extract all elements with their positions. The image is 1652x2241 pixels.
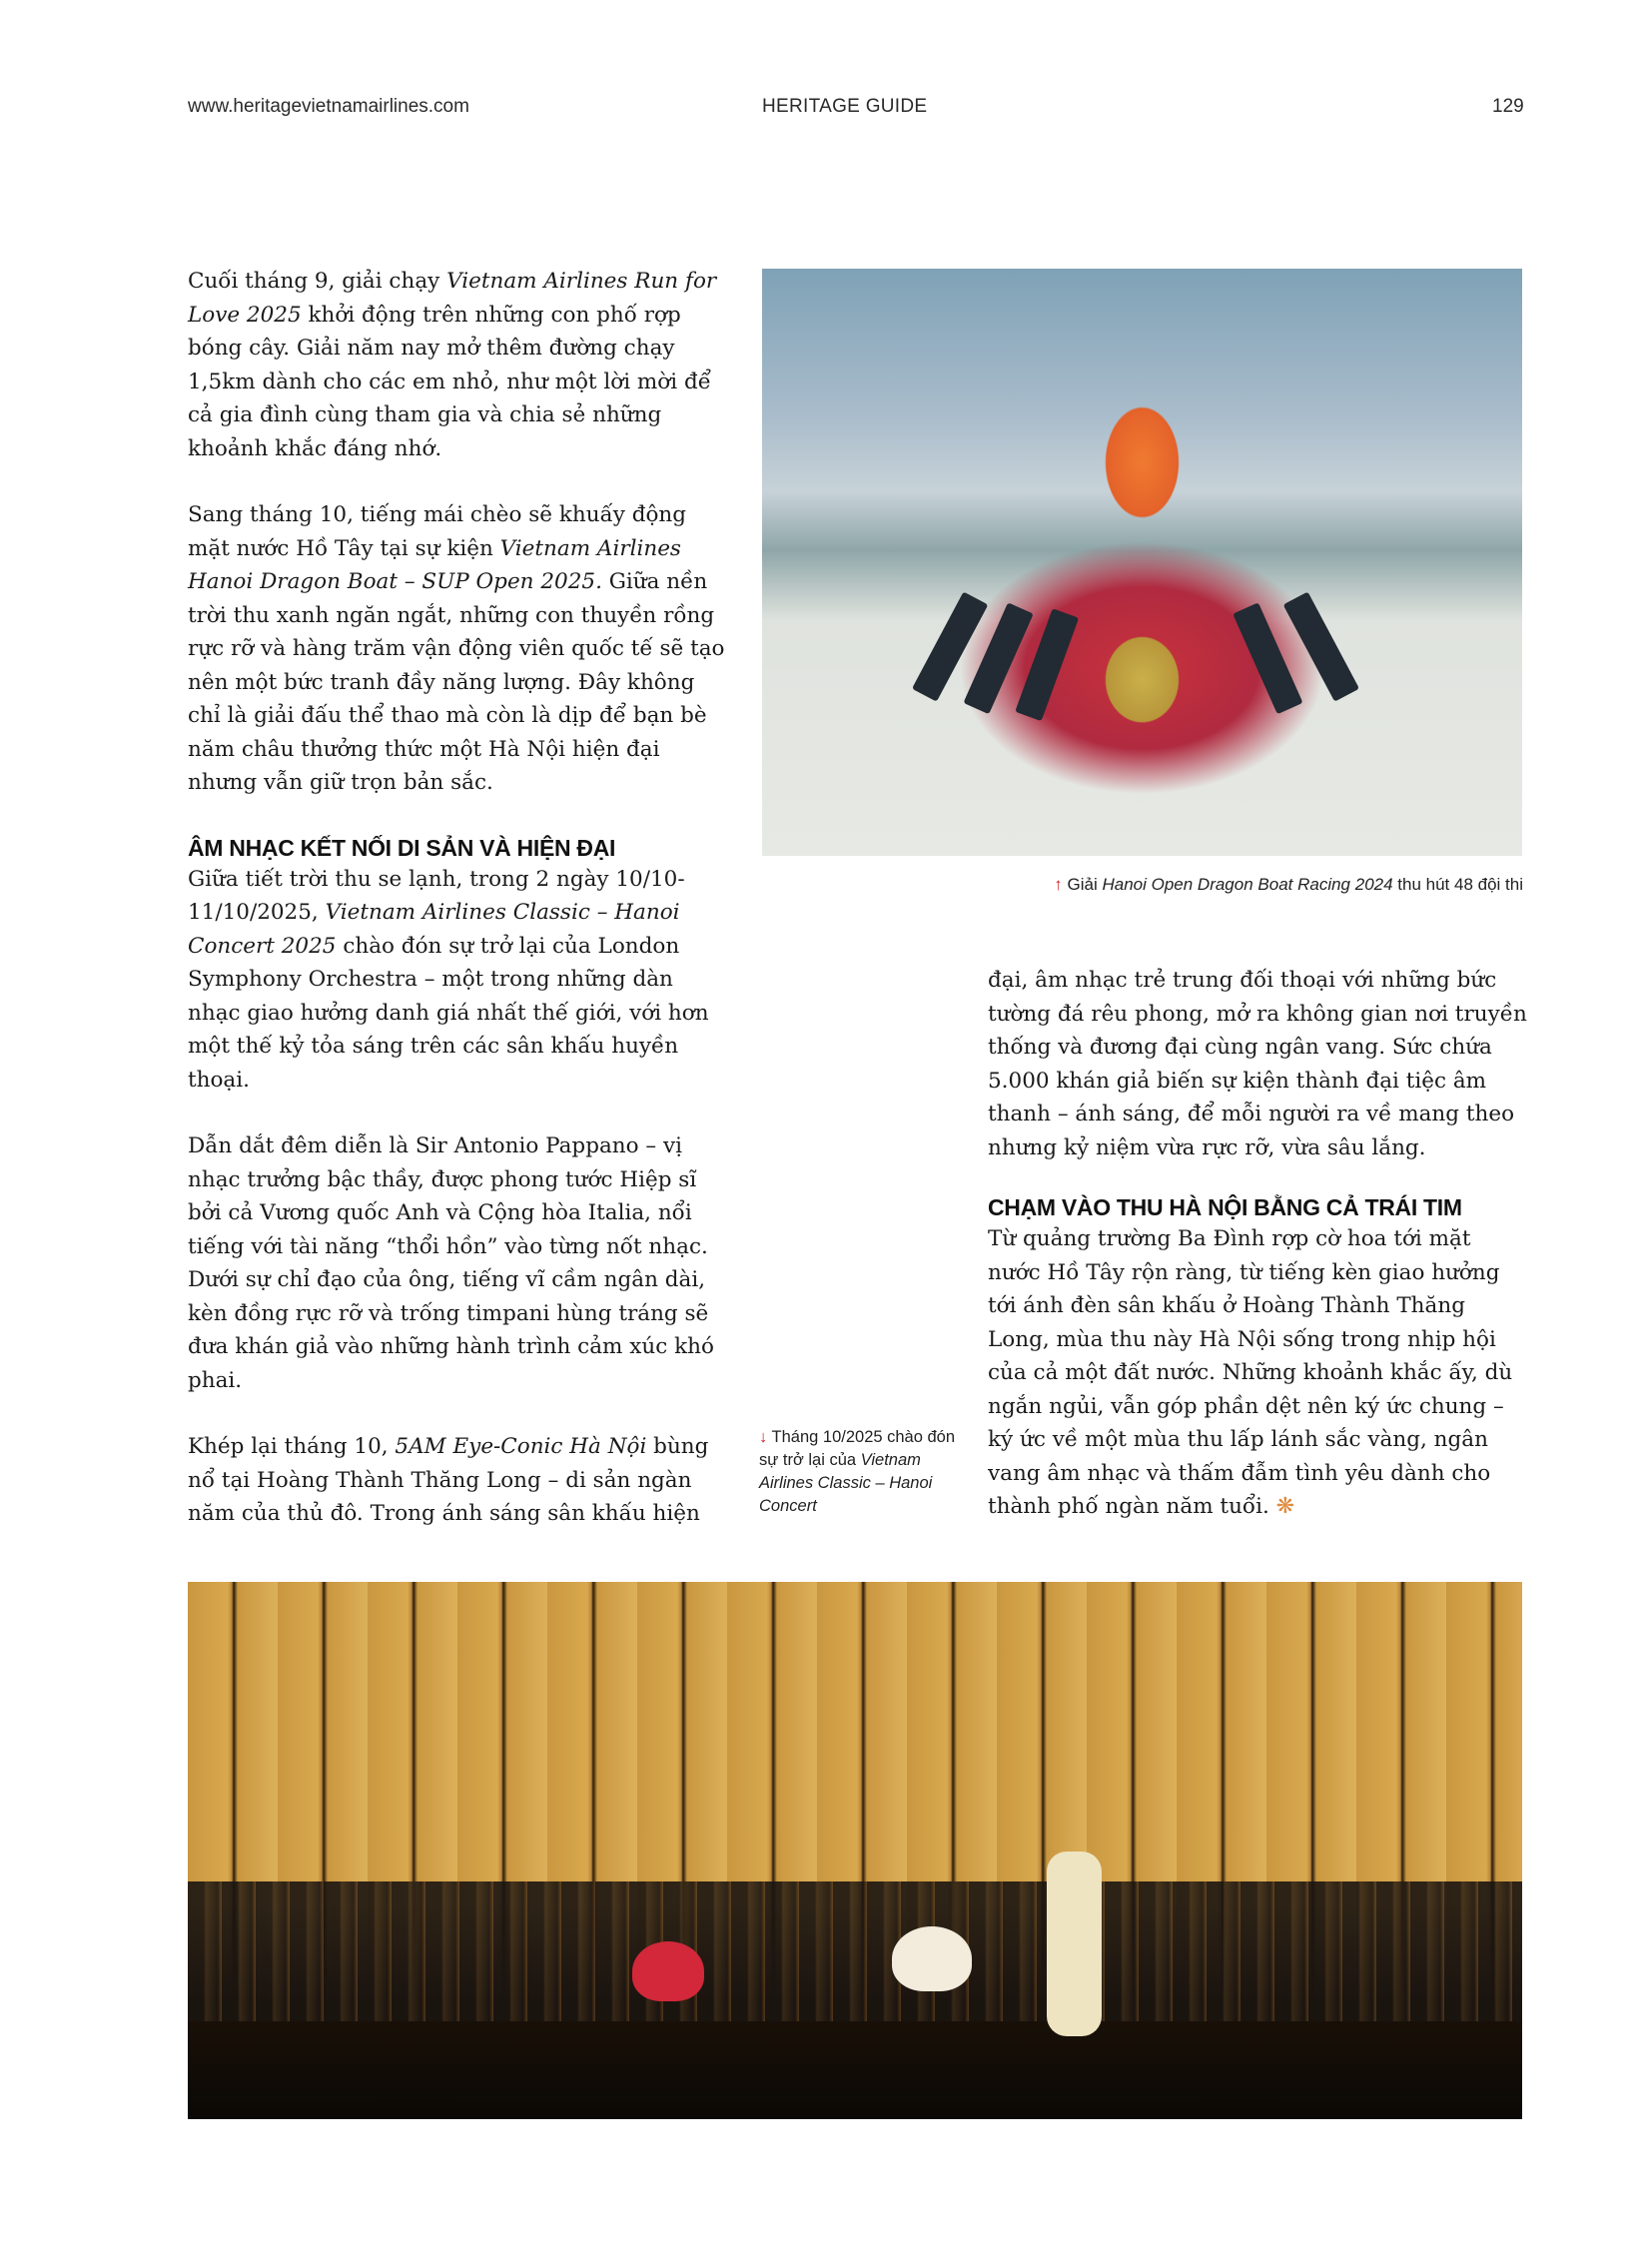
text: Từ quảng trường Ba Đình rợp cờ hoa tới mặt nước Hồ Tây rộn ràng, từ tiếng kèn giao hưởng tới ánh đèn sân khấu ở Hoàng Thành Thăng Long, mùa thu này Hà Nội sống trong nhịp hội của cả một đất nước. Những khoảnh khắc ấy, dù ngắn ngủi, vẫn góp phần dệt nên ký ức chung – ký ức về một mùa thu lấp lánh sắc vàng, ngân vang âm nhạc và thấm đẫm tình yêu dành cho thành phố ngàn năm tuổi. [988,1226,1513,1519]
text: Sang tháng 10, tiếng mái chèo sẽ khuấy động mặt nước Hồ Tây tại sự kiện [188,502,687,561]
text: khởi động trên những con phố rợp bóng cây. Giải năm nay mở thêm đường chạy 1,5km dành cho các em nhỏ, như một lời mời để cả gia đình cùng tham gia và chia sẻ những khoảnh khắc đáng nhớ. [188,302,711,461]
paragraph-closing [988,1222,1527,1524]
text: Giữa nền trời thu xanh ngăn ngắt, những con thuyền rồng rực rỡ và hàng trăm vận động viên quốc tế sẽ tạo nên một bức tranh đầy năng lượng. Đây không chỉ là giải đấu thể thao mà còn là dịp để bạn bè năm châu thưởng thức một Hà Nội hiện đại nhưng vẫn giữ trọn bản sắc. [188,569,725,795]
paragraph-dragon-boat [188,498,727,800]
event-name: Vietnam Airlines Classic – Hanoi Concert [759,1451,933,1515]
paragraph-concert [188,863,727,1098]
section-heading-music: ÂM NHẠC KẾT NỐI DI SẢN VÀ HIỆN ĐẠI [188,834,616,861]
dragon-boat-photo [762,269,1522,856]
text: thu hút 48 đội thi [1392,875,1523,894]
event-name: Vietnam Airlines Hanoi Dragon Boat – SUP Open 2025. [188,535,681,594]
arrow-up-icon: ↑ [1054,875,1063,894]
text: chào đón sự trở lại của London Symphony Orchestra – một trong những dàn nhạc giao hưởng danh giá nhất thế giới, với hơn một thế kỷ tỏa sáng trên các sân khấu huyền thoại. [188,933,709,1093]
caption-dragon-boat [1004,875,1523,895]
text: Cuối tháng 9, giải chạy [188,269,447,294]
paragraph-continued: đại, âm nhạc trẻ trung đối thoại với những bức tường đá rêu phong, mở ra không gian nơi truyền thống và đương đại cùng ngân vang. Sức chứa 5.000 khán giả biến sự kiện thành đại tiệc âm thanh – ánh sáng, để mỗi người ra về mang theo nhưng kỷ niệm vừa rực rỡ, vừa sâu lắng. [988,968,1527,1160]
section-heading-autumn: CHẠM VÀO THU HÀ NỘI BẰNG CẢ TRÁI TIM [988,1194,1462,1220]
concert-photo [188,1582,1522,2119]
paragraph-pappano: Dẫn dắt đêm diễn là Sir Antonio Pappano – vị nhạc trưởng bậc thầy, được phong tước Hiệp sĩ bởi cả Vương quốc Anh và Cộng hòa Italia, nổi tiếng với tài năng “thổi hồn” vào từng nốt nhạc. Dưới sự chỉ đạo của ông, tiếng vĩ cầm ngân dài, kèn đồng rực rỡ và trống timpani hùng tráng sẽ đưa khán giả vào những hành trình cảm xúc khó phai. [188,1133,714,1393]
paragraph-5am [188,1430,727,1531]
right-column [988,964,1527,1524]
text: Giải [1067,875,1103,894]
left-column [188,265,727,1531]
text: Giữa tiết trời thu se lạnh, trong 2 ngày 10/10-11/10/2025, [188,866,685,925]
lotus-icon: ❋ [1275,1494,1295,1519]
page-number: 129 [1492,96,1524,117]
caption-concert [759,1426,969,1518]
event-name: Hanoi Open Dragon Boat Racing 2024 [1102,875,1393,894]
text: Khép lại tháng 10, [188,1434,396,1459]
event-name: Vietnam Airlines Classic – Hanoi Concert 2025 [188,900,680,959]
dancer-white-tutu [892,1926,972,1991]
event-name: Vietnam Airlines Run for Love 2025 [188,269,717,328]
orchestra-shape [188,1881,1522,2021]
website-url: www.heritagevietnamairlines.com [188,96,469,117]
dancer-red-tutu [632,1941,704,2001]
singer-white-gown [1047,1852,1102,2036]
text: Tháng 10/2025 chào đón sự trở lại của [759,1428,956,1469]
event-name: 5AM Eye-Conic Hà Nội [395,1434,647,1459]
text: bùng nổ tại Hoàng Thành Thăng Long – di sản ngàn năm của thủ đô. Trong ánh sáng sân khấu hiện [188,1434,709,1526]
section-title: HERITAGE GUIDE [762,96,928,117]
paragraph-run-for-love [188,265,727,465]
arrow-down-icon: ↓ [759,1428,768,1446]
